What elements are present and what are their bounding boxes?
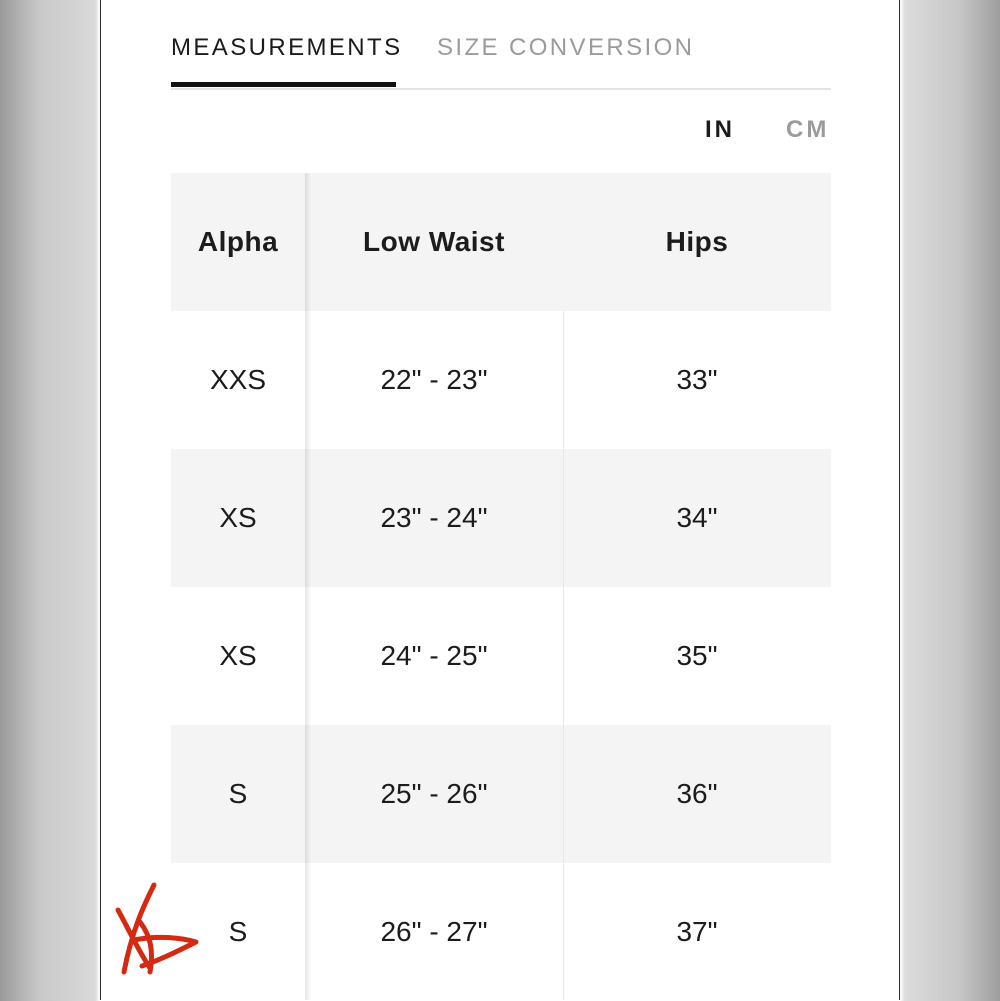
column-divider	[563, 311, 564, 1000]
hips-cell: 36"	[676, 778, 718, 809]
table-row	[171, 725, 831, 863]
handwritten-check-mark-icon	[110, 880, 205, 980]
size-chart-panel	[100, 0, 900, 1000]
tab-bar	[171, 0, 831, 90]
unit-toggle-in[interactable]: IN	[705, 116, 735, 143]
header-low-waist: Low Waist	[363, 226, 505, 257]
hips-cell: 35"	[676, 640, 718, 671]
low-waist-cell: 23" - 24"	[380, 502, 488, 533]
table-header-row	[171, 173, 831, 311]
low-waist-cell: 22" - 23"	[380, 364, 488, 395]
table-row	[171, 449, 831, 587]
unit-toggle-cm[interactable]: CM	[786, 116, 830, 143]
tab-size-conversion[interactable]: SIZE CONVERSION	[437, 34, 695, 61]
alpha-cell: XS	[219, 502, 257, 533]
table-row	[171, 587, 831, 725]
hips-cell: 34"	[676, 502, 718, 533]
alpha-cell: XXS	[209, 364, 267, 395]
active-tab-indicator	[171, 82, 396, 87]
size-table	[171, 173, 831, 1001]
alpha-cell: S	[228, 916, 248, 947]
hips-cell: 33"	[676, 364, 718, 395]
header-alpha: Alpha	[197, 226, 279, 257]
alpha-cell: S	[228, 778, 248, 809]
alpha-cell: XS	[219, 640, 257, 671]
low-waist-cell: 24" - 25"	[380, 640, 488, 671]
header-hips: Hips	[665, 226, 729, 257]
hips-cell: 37"	[676, 916, 718, 947]
tab-measurements[interactable]: MEASUREMENTS	[171, 34, 403, 61]
low-waist-cell: 25" - 26"	[380, 778, 488, 809]
table-row	[171, 863, 831, 1001]
table-row	[171, 311, 831, 449]
low-waist-cell: 26" - 27"	[380, 916, 488, 947]
